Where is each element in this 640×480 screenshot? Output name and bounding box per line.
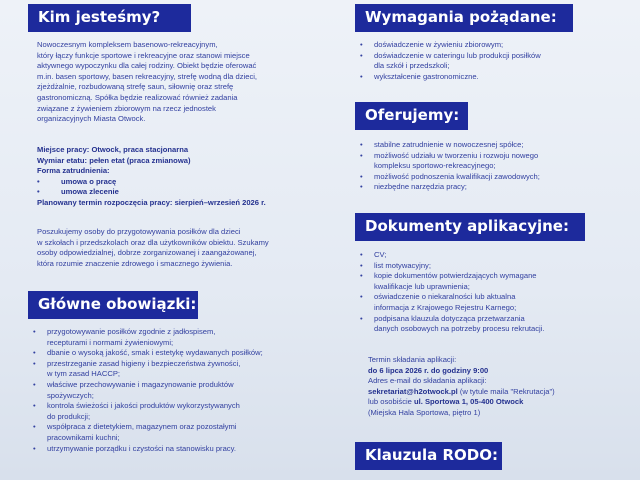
job-form-item: • umowa zlecenie (37, 187, 337, 198)
duty-line: • przestrzeganie zasad higieny i bezpieczeństwa żywności, (47, 358, 241, 368)
document-line: • oświadczenie o niekaralności lub aktualna (374, 292, 516, 302)
document-line: • podpisana klauzula dotycząca przetwarzania (374, 313, 525, 323)
duty-line: • właściwe przechowywanie i magazynowanie produktów (47, 379, 234, 389)
requirement-item (360, 72, 615, 83)
search-line: Poszukujemy osoby do przygotowywania posiłków dla dzieci (37, 227, 241, 236)
requirements-list (360, 40, 615, 82)
duty-line: w tym zasad HACCP; (47, 369, 121, 379)
email-note: (w tytule maila "Rekrutacja") (457, 386, 555, 396)
duty-item (33, 422, 338, 443)
duty-item (33, 401, 338, 422)
duty-line: • utrzymywanie porządku i czystości na stanowisku pracy. (47, 443, 236, 453)
duty-item (33, 327, 338, 348)
document-line: informacja z Krajowego Rejestru Karnego; (374, 302, 517, 312)
document-item (360, 250, 617, 261)
requirement-line: dla szkół i przedszkoli; (374, 61, 450, 71)
offer-header: Oferujemy: (355, 102, 468, 130)
duty-line: • przygotowywanie posiłków zgodnie z jadłospisem, (47, 327, 216, 336)
about-line: który łączy funkcje sportowe i rekreacyjne oraz stanowi miejsce (37, 50, 250, 60)
job-hours-value: pełen etat (praca zmianowa) (89, 155, 191, 165)
offer-line: • niezbędne narzędzia pracy; (374, 182, 467, 192)
duty-item (33, 359, 338, 380)
documents-header: Dokumenty aplikacyjne: (355, 213, 585, 241)
about-header: Kim jesteśmy? (28, 4, 191, 32)
requirement-line: • doświadczenie w żywieniu zbiorowym; (374, 40, 504, 49)
offer-list (360, 140, 615, 193)
document-line: kwalifikacje lub uprawnienia; (374, 281, 470, 291)
offer-line: • możliwość udziału w tworzeniu i rozwoju nowego (374, 150, 539, 160)
duty-line: do produkcji; (47, 411, 91, 421)
document-item (360, 314, 617, 335)
offer-line: kompleksu sportowo-rekreacyjnego; (374, 161, 496, 171)
email-label: Adres e-mail do składania aplikacji: (368, 376, 487, 386)
duty-item (33, 348, 338, 359)
job-hours (37, 156, 337, 167)
document-item (360, 261, 617, 272)
requirement-item (360, 51, 615, 72)
about-line: organizacyjnych Miasta Otwock. (37, 114, 146, 124)
search-text (37, 227, 337, 269)
offer-item (360, 151, 615, 172)
about-line: gastronomiczną. Spółka będzie realizować również zadania (37, 92, 238, 102)
about-text (37, 40, 337, 125)
job-start: Planowany termin rozpoczęcia pracy: sierpień–wrzesień 2026 r. (37, 197, 266, 207)
address-note: (Miejska Hala Sportowa, piętro 1) (368, 407, 481, 417)
duty-item (33, 380, 338, 401)
address-row (368, 397, 623, 408)
job-place: Miejsce pracy: Otwock, praca stacjonarna (37, 145, 189, 154)
requirement-line: • doświadczenie w cateringu lub produkcji posiłków (374, 50, 541, 60)
search-line: w szkołach i przedszkolach oraz dla użytkowników obiektu. Szukamy (37, 237, 269, 247)
duty-line: • dbanie o wysoką jakość, smak i estetykę wydawanych posiłków; (47, 348, 263, 358)
duty-item (33, 444, 338, 455)
document-line: • kopie dokumentów potwierdzających wymagane (374, 271, 537, 281)
duty-line: pracownikami kuchni; (47, 432, 120, 442)
offer-item (360, 172, 615, 183)
rodo-header: Klauzula RODO: (355, 442, 502, 470)
deadline-label: Termin składania aplikacji: (368, 355, 457, 364)
deadline-value: do 6 lipca 2026 r. do godziny 9:00 (368, 365, 489, 375)
email-link[interactable]: sekretariat@h2otwock.pl (368, 386, 458, 396)
document-line: • CV; (374, 250, 387, 259)
documents-list (360, 250, 617, 335)
duty-line: spożywczych; (47, 390, 94, 400)
job-form-item: • umowa o pracę (37, 177, 337, 188)
offer-line: • stabilne zatrudnienie w nowoczesnej spółce; (374, 140, 524, 149)
address-prefix: lub osobiście (368, 397, 415, 407)
about-line: zjeżdżalnie, rozbudowaną strefę saun, siłownię oraz strefę (37, 82, 234, 92)
requirement-line: • wykształcenie gastronomiczne. (374, 71, 479, 81)
search-line: osoby odpowiedzialnej, dobrze zorganizowanej i zaangażowanej, (37, 248, 257, 258)
address: ul. Sportowa 1, 05-400 Otwock (414, 397, 524, 407)
deadline-block (368, 355, 623, 419)
duties-header: Główne obowiązki: (28, 291, 198, 319)
document-item (360, 271, 617, 292)
document-line: danych osobowych na potrzeby procesu rekrutacji. (374, 324, 545, 334)
about-line: Nowoczesnym kompleksem basenowo-rekreacyjnym, (37, 40, 218, 49)
requirements-header: Wymagania pożądane: (355, 4, 573, 32)
document-item (360, 292, 617, 313)
duty-line: • kontrola świeżości i jakości produktów wykorzystywanych (47, 401, 240, 411)
offer-item (360, 182, 615, 193)
job-details (37, 145, 337, 209)
email-row (368, 387, 623, 398)
offer-line: • możliwość podnoszenia kwalifikacji zawodowych; (374, 171, 540, 181)
about-line: m.in. basen sportowy, basen rekreacyjny, strefę wodną dla dzieci, (37, 71, 258, 81)
job-hours-label: Wymiar etatu: (37, 155, 88, 165)
duty-line: • współpraca z dietetykiem, magazynem oraz pozostałymi (47, 422, 237, 432)
offer-item (360, 140, 615, 151)
duties-list (33, 327, 338, 454)
job-forms-list (37, 177, 337, 198)
search-line: która rozumie znaczenie zdrowego i smacznego żywienia. (37, 258, 233, 268)
job-form-label: Forma zatrudnienia: (37, 166, 110, 176)
requirement-item (360, 40, 615, 51)
document-line: • list motywacyjny; (374, 260, 431, 270)
duty-line: recepturami i normami żywieniowymi; (47, 337, 174, 347)
about-line: aktywnego wypoczynku dla całej rodziny. Obiekt będzie oferować (37, 61, 257, 71)
about-line: związane z żywieniem zbiorowym na rzecz jednostek (37, 103, 216, 113)
